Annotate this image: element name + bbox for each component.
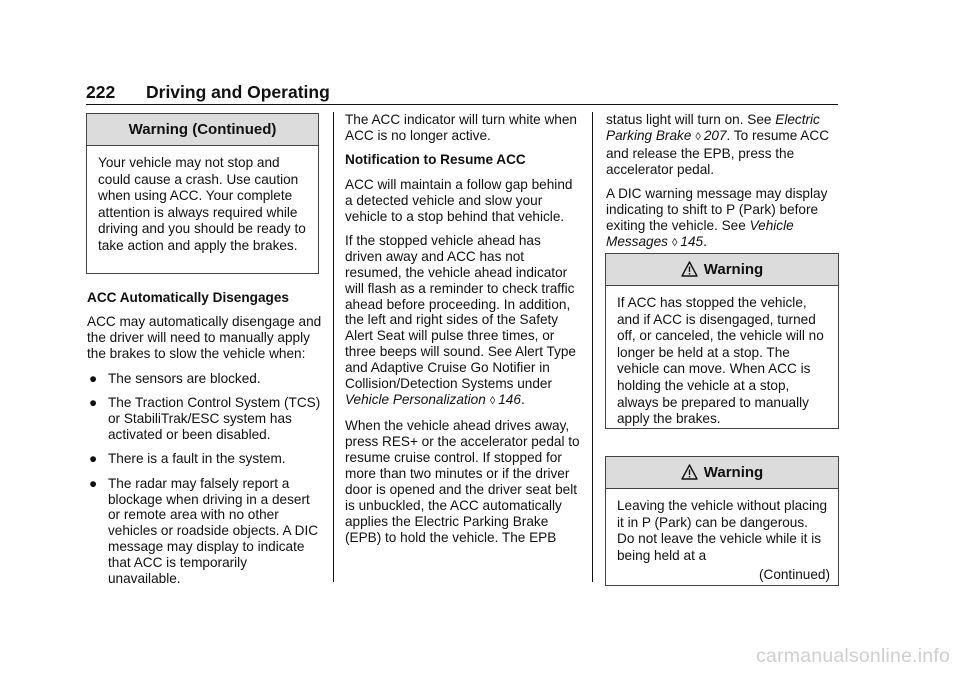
bullet-icon: ● [89,395,98,411]
paragraph: ACC may automatically disengage and the driver will need to manually apply the brakes to slow the vehicle when: [87,314,322,362]
page-reference-icon: ◊ [671,236,678,249]
paragraph-text: If the stopped vehicle ahead has driven away and ACC has not resumed, the vehicle ahead indicator will flash as a reminder to check traffic ahead before proceeding. In addition, the left and right sides of the Safety Alert Seat will pulse three times, or three beeps will sound. See Alert Type and Adaptive Cruise Go Notifier in Collision/Detection Systems under [345,232,576,392]
paragraph [606,112,842,178]
paragraph-text: A DIC warning message may display indicating to shift to P (Park) before exiting the vehicle. See [606,186,828,233]
reference-link-vehicle-messages[interactable]: Vehicle Messages [606,217,794,249]
paragraph-text: status light will turn on. See [606,112,772,127]
column-right [606,112,842,252]
list-item-text: The radar may falsely report a blockage when driving in a desert or remote area with no other vehicles or roadside objects. A DIC message may display to indicate that ACC is temporarily unavailable. [108,475,319,587]
bullet-icon: ● [89,451,98,467]
bullet-icon: ● [89,370,98,386]
continued-label: (Continued) [758,567,830,582]
warning-box-text: Your vehicle may not stop and could cause a crash. Use caution when using ACC. Your complete attention is always required while driving and you should be ready to take action and apply the brakes. [98,155,306,253]
list-item [87,371,323,387]
paragraph [345,233,581,410]
warning-box-text: If ACC has stopped the vehicle, and if ACC is disengaged, turned off, or canceled, the vehicle will no longer be held at a stop. The vehicle can move. When ACC is holding the vehicle at a stop, always be prepared to manually apply the brakes. [617,295,824,427]
column-divider [592,112,593,582]
column-left [87,290,323,587]
paragraph: ACC will maintain a follow gap behind a detected vehicle and slow your vehicle to a stop behind that vehicle. [345,176,573,224]
section-title: Driving and Operating [146,82,330,102]
list-item [87,395,323,443]
page-reference-number[interactable]: 145 [680,233,704,249]
warning-continued-box [86,113,319,274]
list-item [87,451,323,467]
warning-box-header [606,457,838,489]
watermark: carmanualsonline.info [756,645,950,667]
column-middle [345,112,581,546]
warning-box-stopped-vehicle [605,253,839,429]
page-reference-number[interactable]: 146 [498,392,521,407]
paragraph [606,186,842,252]
warning-triangle-icon [681,257,698,288]
warning-box-text: Leaving the vehicle without placing it in P (Park) can be dangerous. Do not leave the vehicle while it is being held at a [617,498,828,563]
section-heading: Notification to Resume ACC [345,152,526,168]
warning-box-park [605,456,839,586]
warning-box-title: Warning [703,261,764,278]
list-item-text: There is a fault in the system. [108,451,286,467]
warning-box-title: Warning [703,464,764,481]
list-item-text: The sensors are blocked. [108,370,261,386]
paragraph: The ACC indicator will turn white when ACC is no longer active. [345,112,577,143]
paragraph: When the vehicle ahead drives away, press RES+ or the accelerator pedal to resume cruise control. If stopped for more than two minutes or if the driver door is opened and the driver seat belt is unbuckled, the ACC automatically applies the Electric Parking Brake (EPB) to hold the vehicle. The EPB [345,418,580,545]
bullet-icon: ● [89,475,98,491]
warning-box-header [606,254,838,286]
column-divider [333,112,334,582]
page-reference-icon: ◊ [489,395,496,407]
page-header [86,82,838,105]
paragraph-end: . [520,392,525,407]
list-item-text: The Traction Control System (TCS) or StabiliTrak/ESC system has activated or been disabled. [108,395,321,442]
reference-link-electric-parking-brake[interactable]: Electric Parking Brake [606,112,820,143]
warning-box-title: Warning (Continued) [87,114,318,146]
paragraph-end: . [703,233,707,249]
page-reference-number[interactable]: 207 [703,127,727,143]
warning-triangle-icon [681,460,698,491]
page-reference-icon: ◊ [695,130,701,143]
section-heading: ACC Automatically Disengages [87,290,289,305]
reference-link-vehicle-personalization[interactable]: Vehicle Personalization [345,392,486,407]
paragraph-text: . To resume ACC and release the EPB, press the accelerator pedal. [606,127,830,177]
list-item [87,476,323,587]
page-number: 222 [86,82,116,102]
